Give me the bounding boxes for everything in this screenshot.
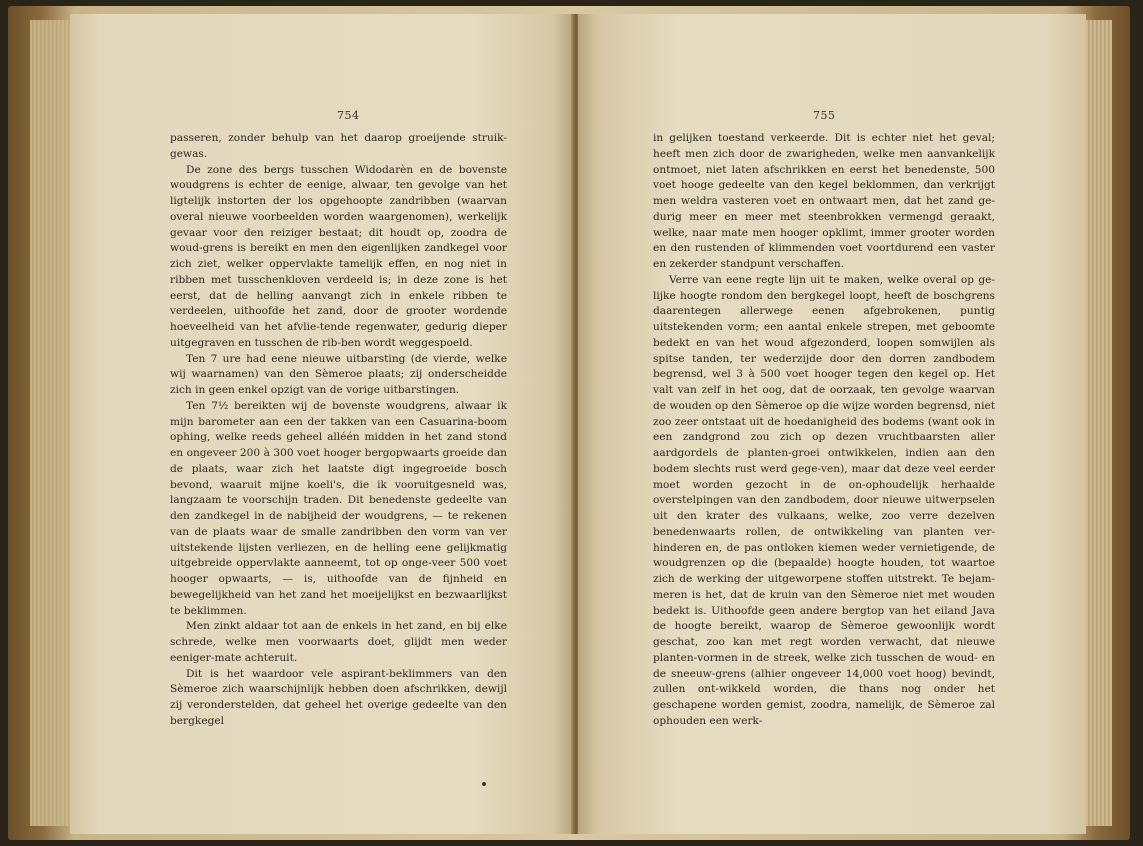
left-page-text — [170, 131, 507, 730]
paragraph: Ten 7 ure had eene nieuwe uitbarsting (de vierde, welke wij waarnamen) van den Sèmeroe plaats; zij onderscheidde zich in geen enkel opzigt van de vorige uitbarstingen. — [170, 352, 507, 396]
right-page-number: 755 — [813, 109, 836, 122]
paragraph: in gelijken toestand verkeerde. Dit is echter niet het geval; heeft men zich door de zwarigheden, welke men aanvankelijk ontmoet, niet laten afschrikken en eerst het benedenste, 500 voet hooge gedeelte van den kegel beklommen, dan verkrijgt men weldra vasteren voet en ontwaart men, dat het zand ge-durig meer en meer met steenbrokken vermengd geraakt, welke, naar mate men hooger opklimt, immer grooter worden en den rustenden of klimmenden voet voortdurend een vaster en zekerder standpunt verschaffen. — [653, 132, 995, 270]
paragraph: Men zinkt aldaar tot aan de enkels in het zand, en bij elke schrede, welke men voorwaarts doet, glijdt men weder eeniger-mate achteruit. — [170, 620, 507, 664]
printer-mark — [482, 782, 486, 786]
paragraph: Verre van eene regte lijn uit te maken, welke overal op ge-lijke hoogte rondom den bergkegel loopt, heeft de boschgrens daarentegen allerwege eenen afgebrokenen, puntig uitstekenden vorm; een aantal enkele strepen, met geboomte bedekt en van het woud afgezonderd, loopen somwijlen als spitse tanden, ter wederzijde door den dorren zandbodem begrensd, wel 3 à 500 voet hooger tegen den kegel op. Het valt van zelf in het oog, dat de oorzaak, ten gevolge waarvan de wouden op den Sèmeroe op die wijze worden begrensd, niet zoo zeer ontstaat uit de hoedanigheid des bodems (want ook in een zandgrond zou zich op dezen vruchtbaarsten aller aardgordels de planten-groei ontwikkelen, indien aan den bodem slechts rust werd gege-ven), maar dat deze veel eerder moet worden gezocht in de on-ophoudelijk herhaalde overstelpingen van den zandbodem, door nieuwe uitwerpselen uit den krater des vulkaans, welke, zoo verre dezelven benedenwaarts rollen, de ontwikkeling van planten ver-hinderen en, de pas ontloken kiemen weder vernietigende, de woudgrenzen op die (bepaalde) hoogte houden, tot waartoe zich de werking der uitgeworpene stoffen uitstrekt. Te bejam-meren is het, dat de kruin van den Sèmeroe niet met wouden bedekt is. Uithoofde geen andere bergtop van het eiland Java de hoogte bereikt, waarop de Sèmeroe gewoonlijk wordt geschat, zoo kan met regt worden verwacht, dat nieuwe planten-vormen in de streek, welke zich tusschen de woud- en de sneeuw-grens (alhier ongeveer 14,000 voet hoog) bevindt, zullen ont-wikkeld worden, die thans nog onder het geschapene worden gemist, zoodra, namelijk, de Sèmeroe zal ophouden een werk- — [653, 273, 995, 727]
paragraph: Ten 7½ bereikten wij de bovenste woudgrens, alwaar ik mijn barometer aan een der takken van een Casuarina-boom ophing, welke reeds geheel alléén midden in het zand stond en ongeveer 200 à 300 voet hooger bergopwaarts groeide dan de plaats, waar zich het laatste digt ingegroeide bosch bevond, waaruit mijne koeli's, die ik vooruitgesneld was, langzaam te voorschijn traden. Dit benedenste gedeelte van den zandkegel in de nabijheid der woudgrens, — te rekenen van de plaats waar de smalle zandribben den vorm van ver uitstekende lijsten verliezen, en de helling eene gelijkmatig uitgebreide oppervlakte aanneemt, tot op onge-veer 500 voet hooger opwaarts, — is, uithoofde van de fijnheid en bewegelijkheid van het zand het moeijelijkst en bezwaarlijkst te beklimmen. — [170, 399, 507, 617]
open-book — [8, 6, 1130, 840]
right-page-edges — [1086, 20, 1112, 826]
right-page-text — [653, 131, 995, 730]
left-page — [70, 14, 573, 834]
paragraph: Dit is het waardoor vele aspirant-beklimmers van den Sèmeroe zich waarschijnlijk hebben doen afschrikken, dewijl zij veronderstelden, dat geheel het overige gedeelte van den bergkegel — [170, 667, 507, 727]
left-page-edges — [30, 20, 72, 826]
right-page — [578, 14, 1086, 834]
left-page-number: 754 — [337, 109, 360, 122]
paragraph: passeren, zonder behulp van het daarop groeijende struik-gewas. — [170, 132, 507, 160]
paragraph: De zone des bergs tusschen Widodarèn en de bovenste woudgrens is echter de eenige, alwaar, ten gevolge van het ligtelijk instorten der los opgehoopte zandribben (waarvan overal nieuwe voorbeelden worden waargenomen), werkelijk gevaar voor den reiziger bestaat; dit houdt op, zoodra de woud-grens is bereikt en men den eigenlijken zandkegel voor zich ziet, welker oppervlakte tamelijk effen, en nog niet in ribben met tusschenkloven verdeeld is; in deze zone is het eerst, dat de helling aanvangt zich in enkele ribben te verdeelen, uithoofde het zand, door de grooter wordende hoeveelheid van het afvlie-tende regenwater, gedurig dieper uitgegraven en tusschen de rib-ben wordt weggespoeld. — [170, 163, 507, 349]
